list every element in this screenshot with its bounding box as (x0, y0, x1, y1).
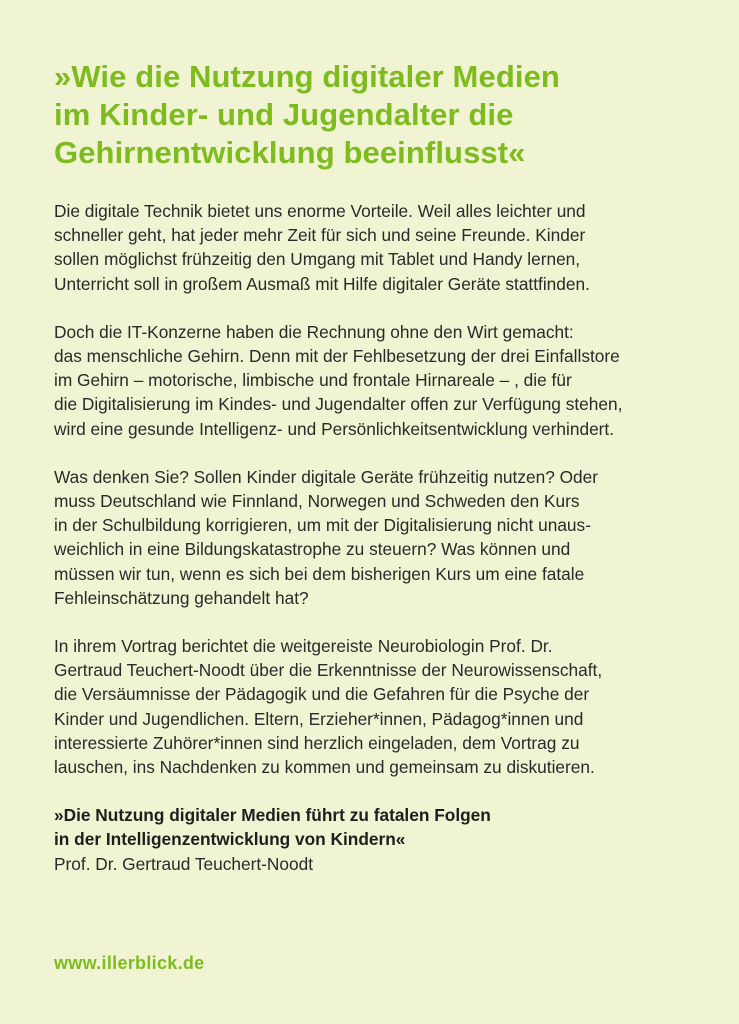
text-line: In ihrem Vortrag berichtet die weitgereiste Neurobiologin Prof. Dr. (54, 636, 553, 657)
text-line: die Versäumnisse der Pädagogik und die Gefahren für die Psyche der (54, 684, 590, 705)
flyer-content (54, 58, 704, 876)
text-line: lauschen, ins Nachdenken zu kommen und gemeinsam zu diskutieren. (54, 757, 595, 778)
questions-paragraph (54, 465, 704, 610)
lecture-paragraph (54, 634, 704, 779)
text-line: im Gehirn – motorische, limbische und frontale Hirnareale – , die für (54, 370, 572, 391)
text-line: weichlich in eine Bildungskatastrophe zu steuern? Was können und (54, 539, 571, 560)
text-line: Die digitale Technik bietet uns enorme Vorteile. Weil alles leichter und (54, 201, 586, 221)
text-line: müssen wir tun, wenn es sich bei dem bisherigen Kurs um eine fatale (54, 563, 585, 584)
quote-author: Prof. Dr. Gertraud Teuchert-Noodt (54, 853, 314, 874)
text-line: wird eine gesunde Intelligenz- und Persönlichkeitsentwicklung verhindert. (54, 418, 615, 439)
text-line: in der Schulbildung korrigieren, um mit der Digitalisierung nicht unaus- (54, 515, 591, 536)
text-line: interessierte Zuhörer*innen sind herzlich eingeladen, dem Vortrag zu (54, 732, 580, 753)
quote-line: in der Intelligenzentwicklung von Kindern« (54, 829, 406, 850)
text-line: Was denken Sie? Sollen Kinder digitale Geräte frühzeitig nutzen? Oder (54, 466, 599, 487)
text-line: muss Deutschland wie Finnland, Norwegen und Schweden den Kurs (54, 491, 580, 512)
text-line: die Digitalisierung im Kindes- und Jugendalter offen zur Verfügung stehen, (54, 394, 623, 415)
intro-paragraph (54, 199, 704, 296)
text-line: Kinder und Jugendlichen. Eltern, Erzieher*innen, Pädagog*innen und (54, 708, 584, 729)
text-line: das menschliche Gehirn. Denn mit der Fehlbesetzung der drei Einfallstore (54, 346, 620, 367)
headline-line: Gehirnentwicklung beeinflusst« (54, 135, 526, 170)
headline (54, 58, 704, 172)
text-line: Gertraud Teuchert-Noodt über die Erkenntnisse der Neurowissenschaft, (54, 660, 603, 681)
quote-block (54, 803, 704, 876)
body-paragraph (54, 320, 704, 441)
website-link[interactable]: www.illerblick.de (54, 953, 205, 973)
text-line: schneller geht, hat jeder mehr Zeit für sich und seine Freunde. Kinder (54, 225, 586, 246)
text-line: Doch die IT-Konzerne haben die Rechnung ohne den Wirt gemacht: (54, 321, 574, 342)
quote-line: »Die Nutzung digitaler Medien führt zu fatalen Folgen (54, 805, 491, 826)
text-line: Unterricht soll in großem Ausmaß mit Hilfe digitaler Geräte stattfinden. (54, 273, 590, 294)
headline-line: »Wie die Nutzung digitaler Medien (54, 59, 560, 94)
headline-line: im Kinder- und Jugendalter die (54, 97, 514, 132)
text-line: sollen möglichst frühzeitig den Umgang mit Tablet und Handy lernen, (54, 249, 581, 270)
text-line: Fehleinschätzung gehandelt hat? (54, 587, 309, 608)
